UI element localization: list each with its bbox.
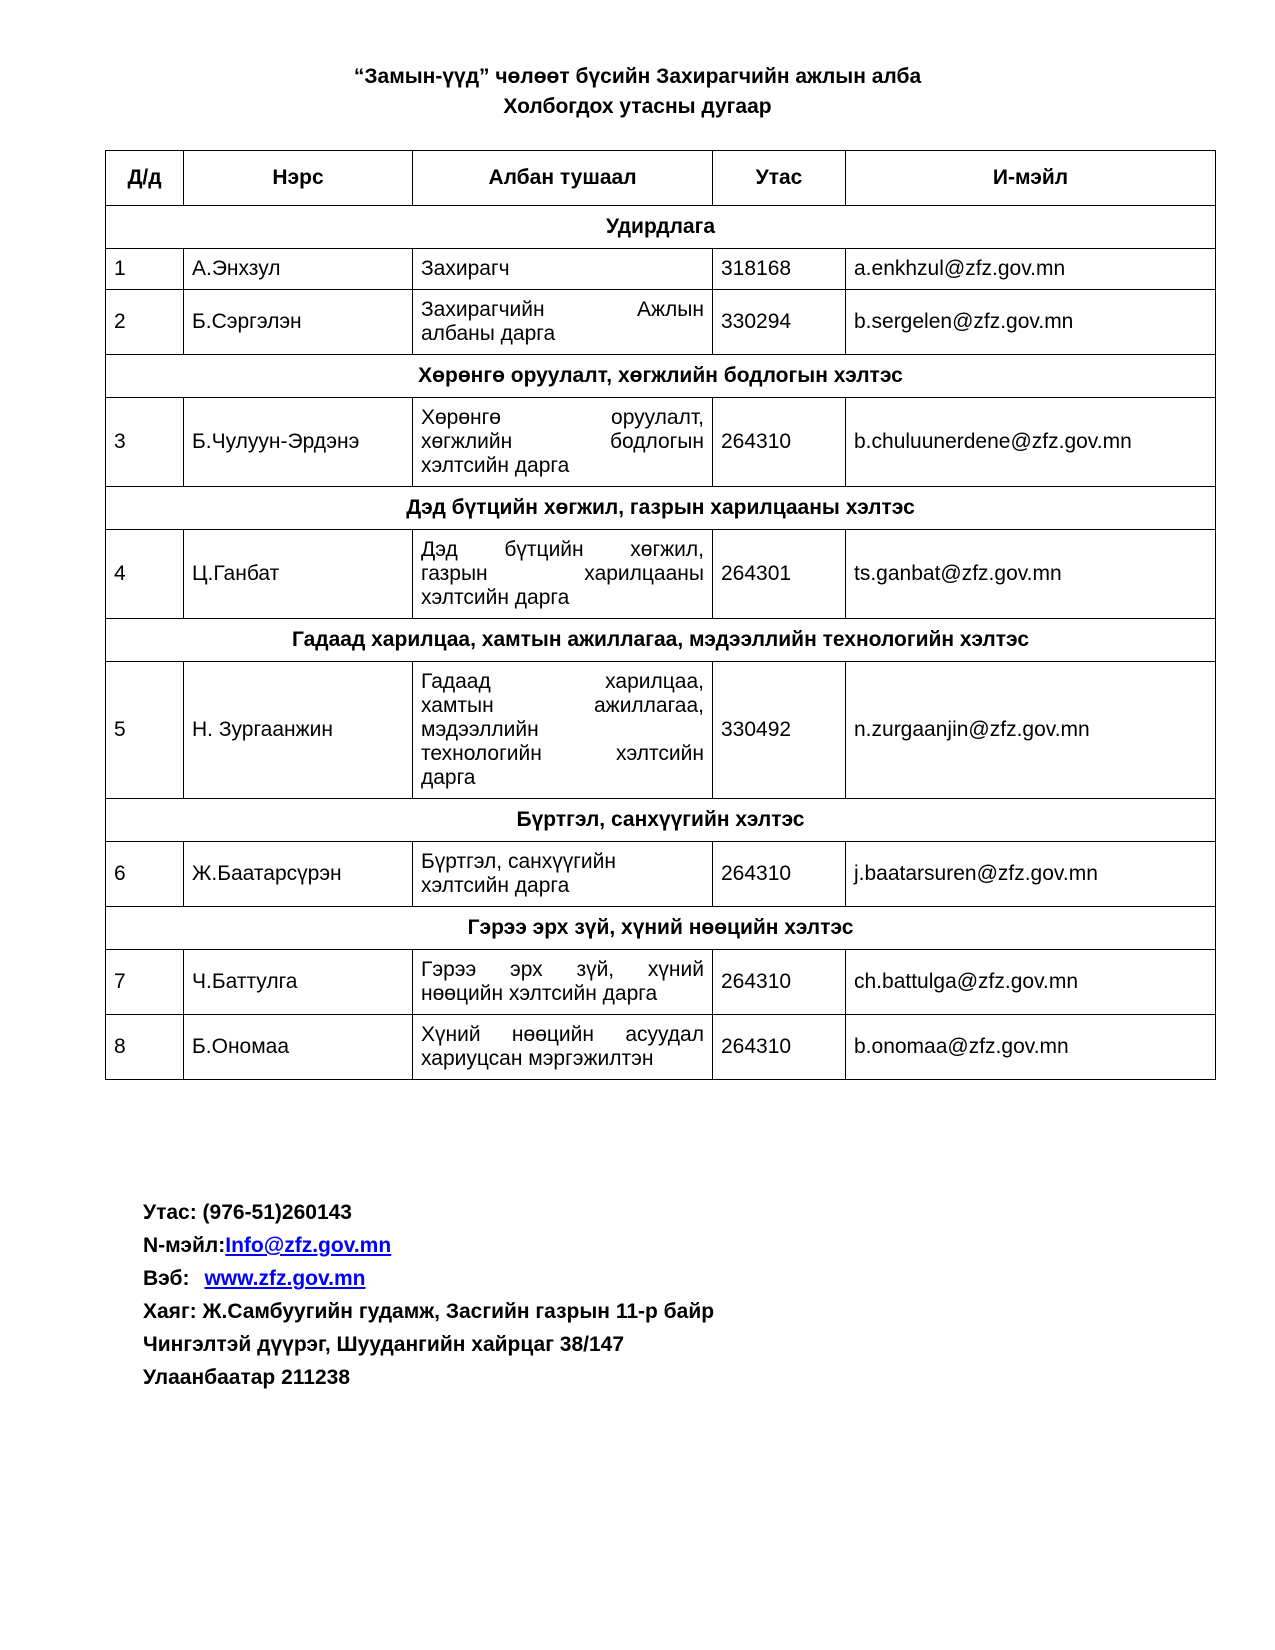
cell-position — [413, 842, 713, 907]
cell-name: Ж.Баатарсүрэн — [184, 842, 413, 907]
section-title: Удирдлага — [106, 206, 1216, 249]
cell-no: 2 — [106, 290, 184, 355]
col-header-name: Нэрс — [184, 151, 413, 206]
cell-no: 6 — [106, 842, 184, 907]
cell-no: 7 — [106, 950, 184, 1015]
cell-name: Н. Зургаанжин — [184, 662, 413, 799]
cell-no: 4 — [106, 530, 184, 619]
cell-position — [413, 530, 713, 619]
col-header-position: Албан тушаал — [413, 151, 713, 206]
section-row-foreign-relations — [106, 619, 1216, 662]
cell-position — [413, 249, 713, 290]
footer-web-label: Вэб: — [143, 1267, 190, 1290]
position-line: мэдээллийн — [421, 718, 539, 741]
cell-phone: 264310 — [713, 950, 846, 1015]
cell-position — [413, 290, 713, 355]
footer-address-line-3: Улаанбаатар 211238 — [143, 1366, 350, 1389]
section-title: Гэрээ эрх зүй, хүний нөөцийн хэлтэс — [106, 907, 1216, 950]
section-row-infrastructure — [106, 487, 1216, 530]
position-line: Гадаад харилцаа, — [421, 670, 704, 693]
section-row-leadership — [106, 206, 1216, 249]
footer-email-line — [143, 1229, 1275, 1262]
title-line-2: Холбогдох утасны дугаар — [503, 95, 772, 118]
footer-address-line-1: Хаяг: Ж.Самбуугийн гудамж, Засгийн газрын 11-р байр — [143, 1300, 715, 1323]
position-line: хэлтсийн дарга — [421, 454, 570, 477]
cell-position — [413, 1015, 713, 1080]
section-title: Гадаад харилцаа, хамтын ажиллагаа, мэдээллийн технологийн хэлтэс — [106, 619, 1216, 662]
cell-phone: 264310 — [713, 1015, 846, 1080]
position-line: Хүний нөөцийн асуудал — [421, 1023, 704, 1046]
position-line: хэлтсийн дарга — [421, 586, 570, 609]
cell-email: ts.ganbat@zfz.gov.mn — [846, 530, 1216, 619]
cell-name: Ц.Ганбат — [184, 530, 413, 619]
cell-email: b.sergelen@zfz.gov.mn — [846, 290, 1216, 355]
contact-footer — [143, 1196, 1275, 1394]
section-row-legal-hr — [106, 907, 1216, 950]
position-line: Дэд бүтцийн хөгжил, — [421, 538, 704, 561]
cell-no: 3 — [106, 398, 184, 487]
table-row — [106, 530, 1216, 619]
footer-phone-line: Утас: (976-51)260143 — [143, 1201, 352, 1224]
position-line: Хөрөнгө оруулалт, — [421, 406, 704, 429]
section-title: Хөрөнгө оруулалт, хөгжлийн бодлогын хэлтэс — [106, 355, 1216, 398]
position-line: Бүртгэл, санхүүгийн — [421, 850, 616, 873]
table-row — [106, 290, 1216, 355]
cell-phone: 330294 — [713, 290, 846, 355]
position-line: хөгжлийн бодлогын — [421, 430, 704, 453]
position-line: дарга — [421, 766, 476, 789]
position-line: хариуцсан мэргэжилтэн — [421, 1047, 654, 1070]
cell-name: Б.Ономаа — [184, 1015, 413, 1080]
email-link[interactable]: Info@zfz.gov.mn — [225, 1234, 392, 1257]
col-header-no: Д/д — [106, 151, 184, 206]
cell-email: a.enkhzul@zfz.gov.mn — [846, 249, 1216, 290]
footer-address-line-2: Чингэлтэй дүүрэг, Шуудангийн хайрцаг 38/147 — [143, 1333, 625, 1356]
table-row — [106, 1015, 1216, 1080]
position-line: Захирагчийн Ажлын — [421, 298, 704, 321]
cell-name: Ч.Баттулга — [184, 950, 413, 1015]
position-line: газрын харилцааны — [421, 562, 704, 585]
cell-name: А.Энхзул — [184, 249, 413, 290]
cell-no: 8 — [106, 1015, 184, 1080]
contacts-table — [105, 150, 1216, 1080]
cell-position — [413, 398, 713, 487]
cell-position — [413, 662, 713, 799]
table-header-row — [106, 151, 1216, 206]
footer-email-label: N-мэйл: — [143, 1234, 226, 1257]
cell-no: 5 — [106, 662, 184, 799]
position-line: Гэрээ эрх зүй, хүний — [421, 958, 704, 981]
table-row — [106, 950, 1216, 1015]
section-row-registration-finance — [106, 799, 1216, 842]
cell-email: b.chuluunerdene@zfz.gov.mn — [846, 398, 1216, 487]
position-line: нөөцийн хэлтсийн дарга — [421, 982, 658, 1005]
cell-email: b.onomaa@zfz.gov.mn — [846, 1015, 1216, 1080]
cell-phone: 264310 — [713, 398, 846, 487]
cell-no: 1 — [106, 249, 184, 290]
cell-email: ch.battulga@zfz.gov.mn — [846, 950, 1216, 1015]
cell-name: Б.Сэргэлэн — [184, 290, 413, 355]
cell-phone: 330492 — [713, 662, 846, 799]
section-title: Бүртгэл, санхүүгийн хэлтэс — [106, 799, 1216, 842]
cell-phone: 264301 — [713, 530, 846, 619]
title-line-1: “Замын-үүд” чөлөөт бүсийн Захирагчийн ажлын алба — [353, 65, 922, 88]
table-row — [106, 249, 1216, 290]
position-line: хамтын ажиллагаа, — [421, 694, 704, 717]
position-line: Захирагч — [421, 257, 510, 280]
table-row — [106, 398, 1216, 487]
position-line: технологийн хэлтсийн — [421, 742, 704, 765]
cell-phone: 264310 — [713, 842, 846, 907]
website-link[interactable]: www.zfz.gov.mn — [204, 1267, 366, 1290]
table-row — [106, 842, 1216, 907]
section-row-investment — [106, 355, 1216, 398]
table-row — [106, 662, 1216, 799]
col-header-email: И-мэйл — [846, 151, 1216, 206]
footer-web-line — [143, 1262, 1275, 1295]
cell-email: n.zurgaanjin@zfz.gov.mn — [846, 662, 1216, 799]
position-line: албаны дарга — [421, 322, 556, 345]
cell-email: j.baatarsuren@zfz.gov.mn — [846, 842, 1216, 907]
position-line: хэлтсийн дарга — [421, 874, 570, 897]
col-header-phone: Утас — [713, 151, 846, 206]
cell-position — [413, 950, 713, 1015]
document-title — [0, 62, 1275, 122]
section-title: Дэд бүтцийн хөгжил, газрын харилцааны хэлтэс — [106, 487, 1216, 530]
cell-phone: 318168 — [713, 249, 846, 290]
cell-name: Б.Чулуун-Эрдэнэ — [184, 398, 413, 487]
